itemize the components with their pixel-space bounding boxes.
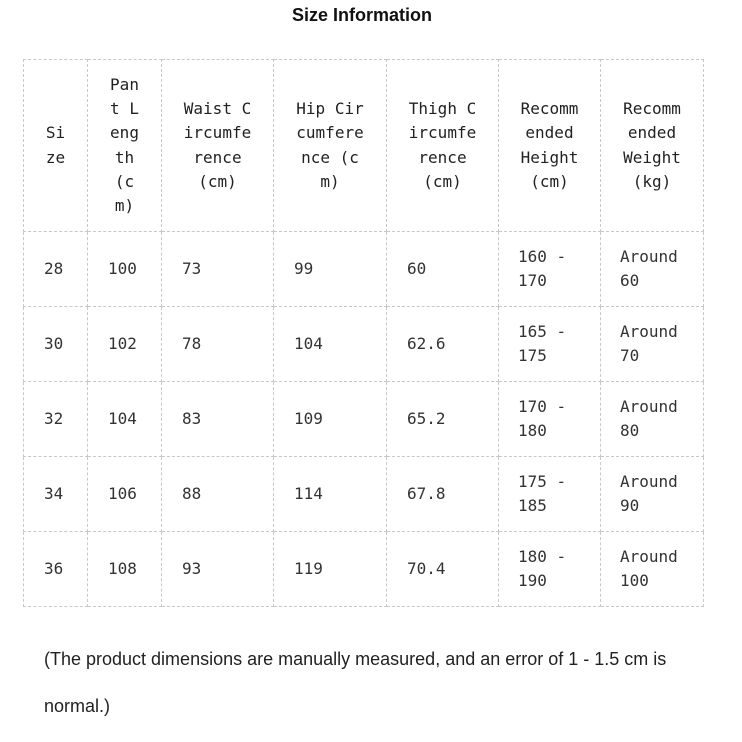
cell-weight: Around 80 [601, 382, 704, 457]
cell-thigh: 67.8 [387, 457, 499, 532]
cell-hip: 109 [274, 382, 387, 457]
cell-height: 170 - 180 [499, 382, 601, 457]
cell-waist: 93 [162, 532, 274, 607]
cell-pant-length: 100 [88, 232, 162, 307]
cell-hip: 114 [274, 457, 387, 532]
header-waist-circumference: Waist Circumference (cm) [162, 60, 274, 232]
cell-hip: 119 [274, 532, 387, 607]
cell-size: 36 [24, 532, 88, 607]
cell-weight: Around 60 [601, 232, 704, 307]
cell-thigh: 62.6 [387, 307, 499, 382]
cell-hip: 99 [274, 232, 387, 307]
cell-size: 32 [24, 382, 88, 457]
cell-height: 165 - 175 [499, 307, 601, 382]
cell-size: 30 [24, 307, 88, 382]
cell-thigh: 60 [387, 232, 499, 307]
header-pant-length: Pant Length (cm) [88, 60, 162, 232]
table-row [24, 532, 704, 607]
measurement-note: (The product dimensions are manually measured, and an error of 1 - 1.5 cm is normal.) [44, 649, 667, 716]
cell-pant-length: 104 [88, 382, 162, 457]
cell-weight: Around 70 [601, 307, 704, 382]
table-row [24, 307, 704, 382]
cell-waist: 73 [162, 232, 274, 307]
cell-size: 28 [24, 232, 88, 307]
cell-size: 34 [24, 457, 88, 532]
cell-pant-length: 108 [88, 532, 162, 607]
table-header-row [24, 60, 704, 232]
cell-weight: Around 100 [601, 532, 704, 607]
cell-pant-length: 102 [88, 307, 162, 382]
cell-weight: Around 90 [601, 457, 704, 532]
table-row [24, 232, 704, 307]
header-hip-circumference: Hip Circumference (cm) [274, 60, 387, 232]
table-row [24, 382, 704, 457]
cell-thigh: 65.2 [387, 382, 499, 457]
header-thigh-circumference: Thigh Circumference (cm) [387, 60, 499, 232]
cell-waist: 83 [162, 382, 274, 457]
cell-thigh: 70.4 [387, 532, 499, 607]
cell-height: 175 - 185 [499, 457, 601, 532]
cell-height: 160 - 170 [499, 232, 601, 307]
cell-waist: 88 [162, 457, 274, 532]
header-recommended-height: Recommended Height (cm) [499, 60, 601, 232]
cell-hip: 104 [274, 307, 387, 382]
header-recommended-weight: Recommended Weight (kg) [601, 60, 704, 232]
size-chart-table [23, 59, 704, 607]
header-size: Size [24, 60, 88, 232]
cell-height: 180 - 190 [499, 532, 601, 607]
table-row [24, 457, 704, 532]
cell-waist: 78 [162, 307, 274, 382]
page-title: Size Information [291, 5, 432, 25]
cell-pant-length: 106 [88, 457, 162, 532]
